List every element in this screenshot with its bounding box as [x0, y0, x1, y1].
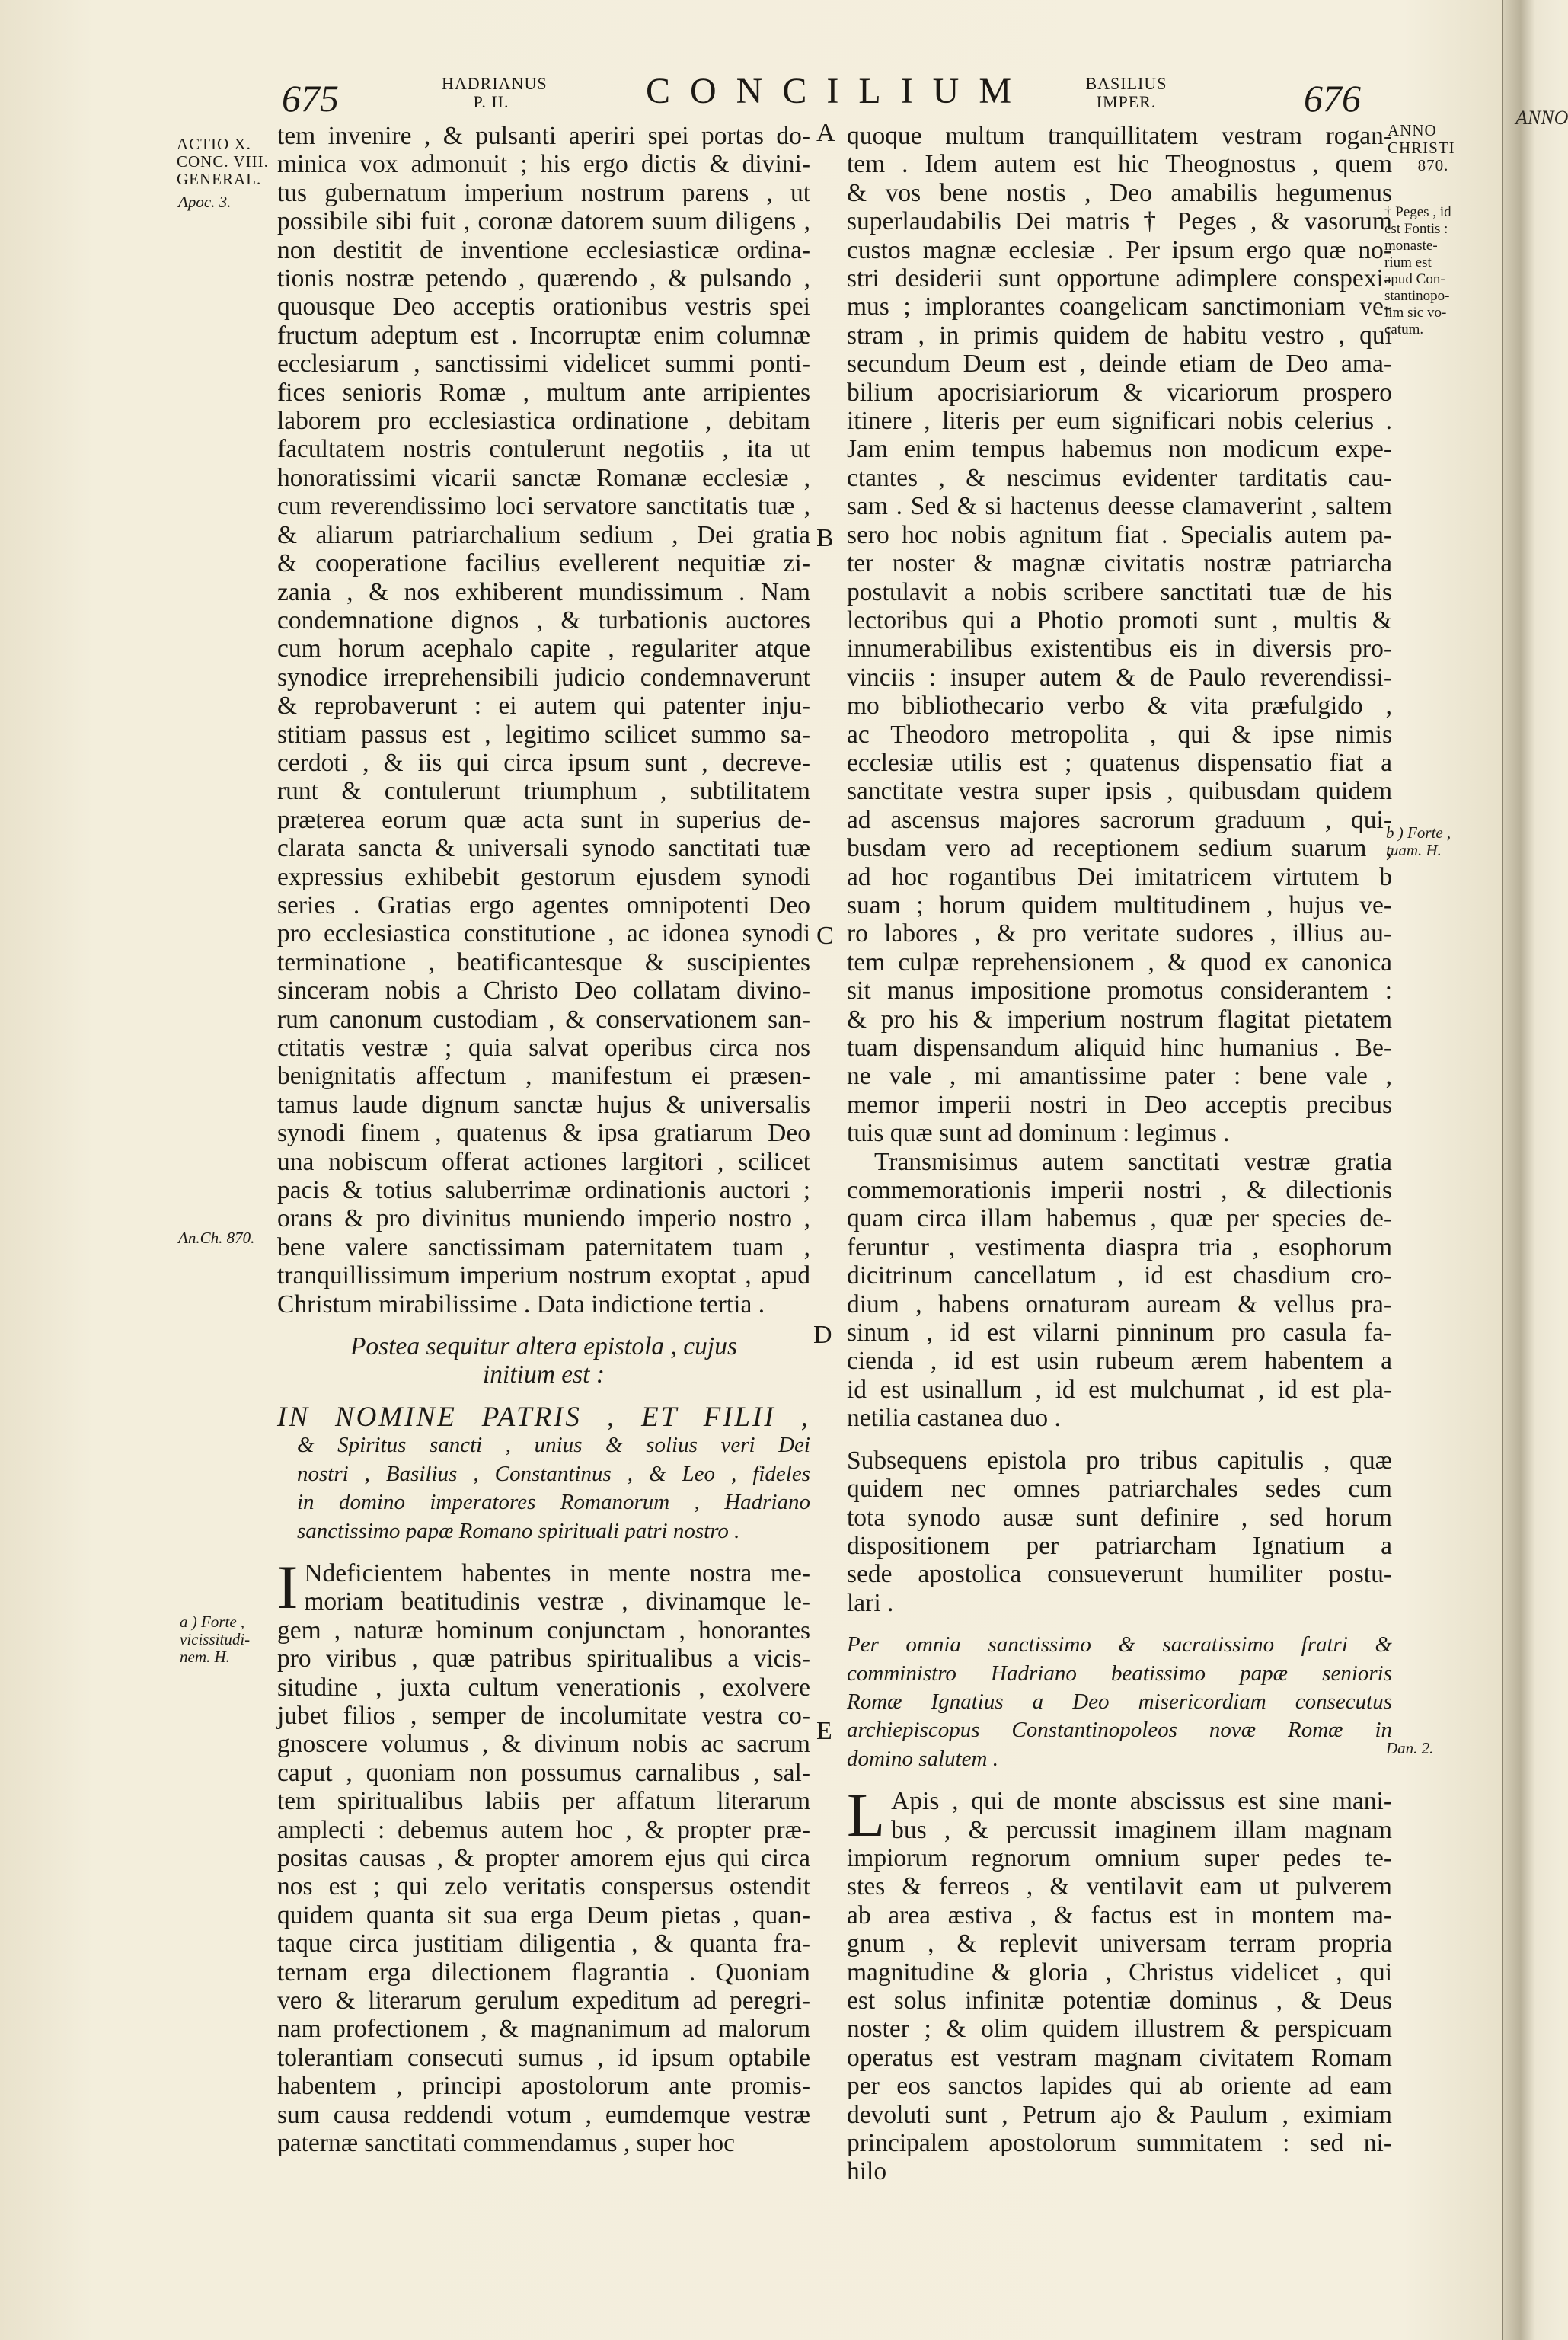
- margin-note-a-line: nem. H.: [180, 1648, 230, 1666]
- text-line: stitiam passus est , legitimo scilicet summo sa-: [277, 720, 810, 749]
- text-line: magnitudine & gloria , Christus videlicet , qui: [847, 1958, 1392, 1987]
- salutation-heading: IN NOMINE PATRIS , ET FILII ,: [277, 1401, 810, 1433]
- page-number-left: 675: [282, 77, 339, 120]
- left-paragraph-1: [277, 122, 810, 1319]
- text-line: synodi finem , quatenus & ipsa gratiarum Deo: [277, 1119, 810, 1148]
- text-line: tionis nostræ petendo , quærendo , & pulsando ,: [277, 264, 810, 293]
- text-line: mus ; implorantes coangelicam sanctimoniam ve-: [847, 292, 1392, 321]
- text-line: nam profectionem , & magnanimum ad malorum: [277, 2015, 810, 2044]
- text-line: sinum , id est vilarni pinninum pro casula fa-: [847, 1319, 1392, 1347]
- text-line: ecclesiæ utilis est ; quatenus dispensatio fiat a: [847, 748, 1392, 777]
- text-line: ecclesiarum , sanctissimi videlicet summi ponti-: [277, 350, 810, 379]
- text-line: Jam enim tempus habemus non modicum expe-: [847, 435, 1392, 464]
- right-column: [847, 122, 1392, 2186]
- text-line: tuis quæ sunt ad dominum : legimus .: [847, 1119, 1230, 1148]
- text-line: quousque Deo acceptis orationibus vestris spei: [277, 292, 810, 321]
- margin-peges-line: † Peges , id: [1384, 204, 1451, 220]
- text-line: sanctitate vestra super ipsis , quibusdam quidem: [847, 777, 1392, 806]
- text-line: benignitatis affectum , manifestum ei præsen-: [277, 1062, 810, 1091]
- text-line: tota synodo ausæ sunt definire , sed horum: [847, 1503, 1392, 1532]
- text-line: sede apostolica consueverunt humiliter postu-: [847, 1560, 1392, 1589]
- text-line: tem culpæ reprehensionem , & quod ex canonica: [847, 948, 1392, 977]
- margin-peges-line: apud Con-: [1384, 271, 1445, 287]
- text-line: Per omnia sanctissimo & sacratissimo fratri &: [847, 1632, 1392, 1658]
- text-line: condemnatione dignos , & turbationis auctores: [277, 606, 810, 635]
- right-paragraph-2: [847, 1148, 1392, 1433]
- text-line: tranquillissimum imperium nostrum exoptat , apud: [277, 1261, 810, 1290]
- text-line: tolerantiam consecuti sumus , id ipsum optabile: [277, 2043, 810, 2072]
- margin-peges-line: stantinopo-: [1384, 288, 1450, 304]
- right-paragraph-1: [847, 122, 1392, 1148]
- margin-anno: [1388, 122, 1479, 174]
- text-line: runt & contulerunt triumphum , subtilitatem: [277, 777, 810, 806]
- text-line: archiepiscopus Constantinopoleos novæ Romæ in: [847, 1718, 1392, 1743]
- text-line: lectoribus qui a Photio promoti sunt , multis &: [847, 606, 1392, 635]
- text-line: est solus infinitæ potentiæ dominus , & Deus: [847, 1987, 1392, 2015]
- text-line: ad hoc rogantibus Dei imitatricem virtutem b: [847, 862, 1392, 891]
- left-paragraph-2-lines: [277, 1552, 810, 2158]
- text-line: domino salutem .: [847, 1746, 998, 1771]
- adjacent-page-fragment: ANNO: [1515, 107, 1568, 129]
- right-paragraph-3: [847, 1447, 1392, 1617]
- text-line: sero hoc nobis agnitum fiat . Specialis autem pa-: [847, 520, 1392, 549]
- text-line: bene valere sanctissimam paternitatem tuam ,: [277, 1232, 810, 1261]
- text-line: gnoscere volumus , & divinum nobis ac sacrum: [277, 1730, 810, 1759]
- text-line: devoluti sunt , Petrum ajo & Paulum , eximiam: [847, 2100, 1392, 2129]
- text-line: taque circa justitiam diligentia , & quanta fra-: [277, 1929, 810, 1958]
- text-line: tem invenire , & pulsanti aperiri spei portas do-: [277, 122, 810, 150]
- text-line: expressius exhibebit gestorum ejusdem synodi: [277, 862, 810, 891]
- text-line: non destitit de inventione ecclesiasticæ ordina-: [277, 235, 810, 264]
- text-line: dispositionem per patriarcham Ignatium a: [847, 1531, 1392, 1560]
- text-line: minica vox admonuit ; his ergo dictis & divini-: [277, 150, 810, 179]
- text-line: postulavit a nobis scribere sanctitati tuæ de his: [847, 577, 1392, 606]
- text-line: cienda , id est usin rubeum ærem habentem a: [847, 1347, 1392, 1376]
- text-line: tem spiritualibus labiis per affatum literarum: [277, 1787, 810, 1816]
- salutation-line: in domino imperatores Romanorum , Hadriano: [297, 1490, 810, 1515]
- text-line: sinceram nobis a Christo Deo collatam divino-: [277, 977, 810, 1005]
- section-letter-a: A: [816, 119, 835, 147]
- right-paragraph-4-lines: [847, 1780, 1392, 2186]
- text-line: ctitatis vestræ ; quia salvat operibus circa nos: [277, 1034, 810, 1062]
- text-line: commemorationis imperii nostri , & dilectionis: [847, 1176, 1392, 1205]
- text-line: dicitrinum cancellatum , id est chasdium cro-: [847, 1261, 1392, 1290]
- text-line: & cooperatione facilius evellerent nequitiæ zi-: [277, 549, 810, 578]
- text-line: dium , habens ornaturam auream & vellus pra-: [847, 1290, 1392, 1319]
- margin-note-a-line: vicissitudi-: [180, 1630, 251, 1648]
- margin-note-b-line: tuam. H.: [1386, 841, 1442, 859]
- text-line: vero & literarum gerulum expeditum ad peregri-: [277, 1987, 810, 2015]
- margin-apoc: Apoc. 3.: [178, 193, 232, 211]
- text-line: per eos sanctos lapides qui ab oriente ad eam: [847, 2072, 1392, 2101]
- margin-note-a: [180, 1613, 250, 1666]
- margin-peges-line: rium est: [1384, 254, 1432, 270]
- text-line: una nobiscum offerat actiones largitori , scilicet: [277, 1147, 810, 1176]
- text-line: tem . Idem autem est hic Theognostus , quem: [847, 150, 1392, 179]
- text-line: sum causa reddendi votum , eumdemque vestræ: [277, 2100, 810, 2129]
- text-line: amplecti : debemus autem hoc , & propter præ-: [277, 1815, 810, 1844]
- text-line: quidem nec omnes patriarchales sedes cum: [847, 1475, 1392, 1504]
- margin-peges-line: monaste-: [1384, 238, 1438, 254]
- page-number-right: 676: [1304, 77, 1361, 120]
- text-line: Apis , qui de monte abscissus est sine mani-: [891, 1787, 1392, 1816]
- text-line: noster ; & olim quidem illustrem & perspicuam: [847, 2015, 1392, 2044]
- text-line: præterea eorum quæ acta sunt in superius de-: [277, 805, 810, 834]
- running-head-left-line: P. II.: [473, 92, 509, 111]
- text-line: innumerabilibus existentibus eis in diversis pro-: [847, 635, 1392, 663]
- text-line: quoque multum tranquillitatem vestram rogan-: [847, 122, 1392, 150]
- text-line: sam . Sed & si hactenus deesse clamaverint , saltem: [847, 492, 1392, 521]
- margin-peges-line: catum.: [1384, 321, 1424, 337]
- text-line: positas causas , & propter amorem ejus qui circa: [277, 1843, 810, 1872]
- text-line: itinere , literis per eum significari nobis celerius .: [847, 407, 1392, 436]
- margin-note-b: [1386, 824, 1451, 859]
- text-line: lari .: [847, 1588, 894, 1617]
- text-line: zania , & nos exhiberent mundissimum . Nam: [277, 577, 810, 606]
- text-line: cerdoti , & iis qui circa ipsum sunt , decreve-: [277, 748, 810, 777]
- text-line: custos magnæ ecclesiæ . Per ipsum ergo quæ no-: [847, 235, 1392, 264]
- section-letter-c: C: [816, 922, 834, 950]
- margin-actio-line: GENERAL.: [177, 170, 262, 188]
- left-paragraph-2: [277, 1552, 810, 2158]
- text-line: synodice irreprehensibili judicio condemnaverunt: [277, 663, 810, 692]
- text-line: superlaudabilis Dei matris † Peges , & vasorum: [847, 207, 1392, 236]
- text-line: impiorum regnorum omnium super pedes te-: [847, 1843, 1392, 1872]
- section-letter-b: B: [816, 524, 834, 552]
- text-line: tus gubernatum imperium nostrum parens , ut: [277, 178, 810, 207]
- right-paragraph-4: [847, 1780, 1392, 2186]
- left-column: [277, 122, 810, 2157]
- text-line: busdam vero ad receptionem sedium suarum ,: [847, 834, 1392, 863]
- text-line: orans & pro divinitus muniendo imperio nostro ,: [277, 1204, 810, 1233]
- text-line: sit manus impositione promotus considerantem :: [847, 977, 1392, 1005]
- text-line: stram , in primis quidem de habitu vestro , qui: [847, 321, 1392, 350]
- text-line: gnum , & replevit universam terram propria: [847, 1929, 1392, 1958]
- text-line: moriam beatitudinis vestræ , divinamque le-: [304, 1587, 810, 1616]
- running-head-right: [1077, 75, 1176, 111]
- text-line: caput , quoniam non possumus carnalibus , sal-: [277, 1758, 810, 1787]
- text-line: cum horum acephalo capite , regulariter atque: [277, 635, 810, 663]
- text-line: Romæ Ignatius a Deo misericordiam consecutus: [847, 1689, 1392, 1714]
- text-line: & aliarum patriarchalium sedium , Dei gratia: [277, 520, 810, 549]
- text-line: & vos bene nostis , Deo amabilis hegumenus: [847, 178, 1392, 207]
- salutation-line: & Spiritus sancti , unius & solius veri Dei: [297, 1433, 810, 1458]
- margin-peges-line: est Fontis :: [1384, 221, 1448, 237]
- margin-note-b-line: b ) Forte ,: [1386, 823, 1451, 842]
- margin-anno-line: 870.: [1417, 156, 1449, 174]
- text-line: nos est ; qui zelo veritatis conspersus ostendit: [277, 1872, 810, 1901]
- text-line: habentem , principi apostolorum ante promis-: [277, 2072, 810, 2101]
- text-line: ac Theodoro metropolita , qui & ipse nimis: [847, 720, 1392, 749]
- text-line: suam ; horum quidem multitudinem , hujus ve-: [847, 890, 1392, 919]
- adjacent-page-edge: [1502, 0, 1561, 2340]
- text-line: cum reverendissimo loci servatore sanctitatis tuæ ,: [277, 492, 810, 521]
- text-line: ro labores , & pro veritate sudores , illius au-: [847, 919, 1392, 948]
- text-line: rum canonum custodiam , & conservationem san-: [277, 1005, 810, 1034]
- postea-line: Postea sequitur altera epistola , cujus: [350, 1332, 738, 1361]
- text-line: facultatem nostris contulerunt negotiis , ita ut: [277, 435, 810, 464]
- text-line: id est usinallum , id est mulchumat , id est pla-: [847, 1375, 1392, 1404]
- text-line: principalem apostolorum summitatem : sed ni-: [847, 2129, 1392, 2158]
- right-salutation: [847, 1631, 1392, 1773]
- text-line: vinciis : insuper autem & de Paulo reverendissi-: [847, 663, 1392, 692]
- margin-peges-line: lim sic vo-: [1384, 305, 1447, 321]
- text-line: tamus laude dignum sanctæ hujus & universalis: [277, 1090, 810, 1119]
- text-line: Ndeficientem habentes in mente nostra me-: [304, 1558, 810, 1587]
- text-line: ternam erga dilectionem flagrantia . Quoniam: [277, 1958, 810, 1987]
- text-line: honoratissimi vicarii sanctæ Romanæ ecclesiæ ,: [277, 463, 810, 492]
- text-line: mo bibliothecario verbo & vita præfulgido ,: [847, 692, 1392, 721]
- text-line: fices senioris Romæ , multum ante arripientes: [277, 378, 810, 407]
- margin-an-ch: An.Ch. 870.: [178, 1229, 255, 1247]
- text-line: secundum Deum est , deinde etiam de Deo ama-: [847, 350, 1392, 379]
- text-line: tuam dispensandum aliquid hinc humanius . Be-: [847, 1034, 1392, 1062]
- margin-actio-line: ACTIO X.: [177, 135, 251, 153]
- salutation-line: nostri , Basilius , Constantinus , & Leo , fideles: [297, 1461, 810, 1486]
- text-line: pro viribus , quæ patribus spiritualibus a vicis-: [277, 1645, 810, 1673]
- margin-anno-line: CHRISTI: [1388, 139, 1455, 157]
- text-line: clarata sancta & universali synodo sanctitati tuæ: [277, 834, 810, 863]
- text-line: pacis & totius saluberrimæ ordinationis auctori ;: [277, 1176, 810, 1205]
- page-title: CONCILIUM: [646, 71, 1031, 111]
- text-line: pro ecclesiastica constitutione , ac idonea synodi: [277, 919, 810, 948]
- text-line: ctantes , & nescimus evidenter tarditatis cau-: [847, 463, 1392, 492]
- margin-peges-note: [1384, 204, 1483, 338]
- text-line: jubet filios , semper de incolumitate vestra co-: [277, 1701, 810, 1730]
- margin-dan: Dan. 2.: [1386, 1739, 1434, 1757]
- section-letter-d: D: [813, 1321, 832, 1349]
- dropcap-i: I: [277, 1552, 299, 1622]
- text-line: ad ascensus majores sacrorum graduum , qui-: [847, 805, 1392, 834]
- text-line: operatus est vestram magnam civitatem Romam: [847, 2043, 1392, 2072]
- text-line: & reprobaverunt : ei autem qui patenter inju-: [277, 692, 810, 721]
- margin-note-a-line: a ) Forte ,: [180, 1613, 245, 1631]
- running-head-right-line: BASILIUS: [1085, 74, 1167, 93]
- text-line: stes & ferreos , & ventilavit eam ut pulverem: [847, 1872, 1392, 1901]
- text-line: comministro Hadriano beatissimo papæ senioris: [847, 1661, 1392, 1686]
- running-head-left-line: HADRIANUS: [442, 74, 548, 93]
- text-line: situdine , juxta cultum venerationis , exolvere: [277, 1673, 810, 1702]
- text-line: ab area æstiva , & factus est in montem ma-: [847, 1900, 1392, 1929]
- text-line: series . Gratias ergo agentes omnipotenti Deo: [277, 890, 810, 919]
- text-line: netilia castanea duo .: [847, 1404, 1061, 1433]
- margin-actio-line: CONC. VIII.: [177, 152, 269, 171]
- postea-line: initium est :: [482, 1360, 605, 1389]
- text-line: bus , & percussit imaginem illam magnam: [891, 1815, 1392, 1844]
- text-line: ne vale , mi amantissime pater : bene vale ,: [847, 1062, 1392, 1091]
- text-line: stri desiderii sunt opportune adimplere conspexi-: [847, 264, 1392, 293]
- text-line: Subsequens epistola pro tribus capitulis , quæ: [847, 1446, 1392, 1475]
- text-line: terminatione , beatificantesque & suscipientes: [277, 948, 810, 977]
- text-line: bilium apocrisiariorum & vicariorum prospero: [847, 378, 1392, 407]
- text-line: memor imperii nostri in Deo acceptis precibus: [847, 1090, 1392, 1119]
- dropcap-l: L: [847, 1780, 886, 1850]
- text-line: Christum mirabilissime . Data indictione tertia .: [277, 1290, 765, 1319]
- text-line: & pro his & imperium nostrum flagitat pietatem: [847, 1005, 1392, 1034]
- text-line: Transmisimus autem sanctitati vestræ gratia: [874, 1147, 1392, 1176]
- text-line: ter noster & magnæ civitatis nostræ patriarcha: [847, 549, 1392, 578]
- running-head-right-line: IMPER.: [1096, 92, 1157, 111]
- text-line: feruntur , vestimenta diaspra tria , esophorum: [847, 1232, 1392, 1261]
- text-line: quam circa illam habemus , quæ per species de-: [847, 1204, 1392, 1233]
- text-line: paternæ sanctitati commendamus , super hoc: [277, 2129, 735, 2158]
- running-head-left: [442, 74, 548, 111]
- text-line: hilo: [847, 2157, 887, 2186]
- text-line: quidem quanta sit sua erga Deum pietas , quan-: [277, 1900, 810, 1929]
- margin-actio: [177, 136, 276, 188]
- text-line: laborem pro ecclesiastica ordinatione , debitam: [277, 407, 810, 436]
- margin-anno-line: ANNO: [1388, 121, 1437, 139]
- text-line: fructum adeptum est . Incorruptæ enim columnæ: [277, 321, 810, 350]
- text-line: possibile sibi fuit , coronæ datorem suum diligens ,: [277, 207, 810, 236]
- text-line: gem , naturæ hominum conjunctam , honorantes: [277, 1616, 810, 1645]
- section-letter-e: E: [816, 1717, 832, 1745]
- salutation-line: sanctissimo papæ Romano spirituali patri nostro .: [297, 1518, 740, 1543]
